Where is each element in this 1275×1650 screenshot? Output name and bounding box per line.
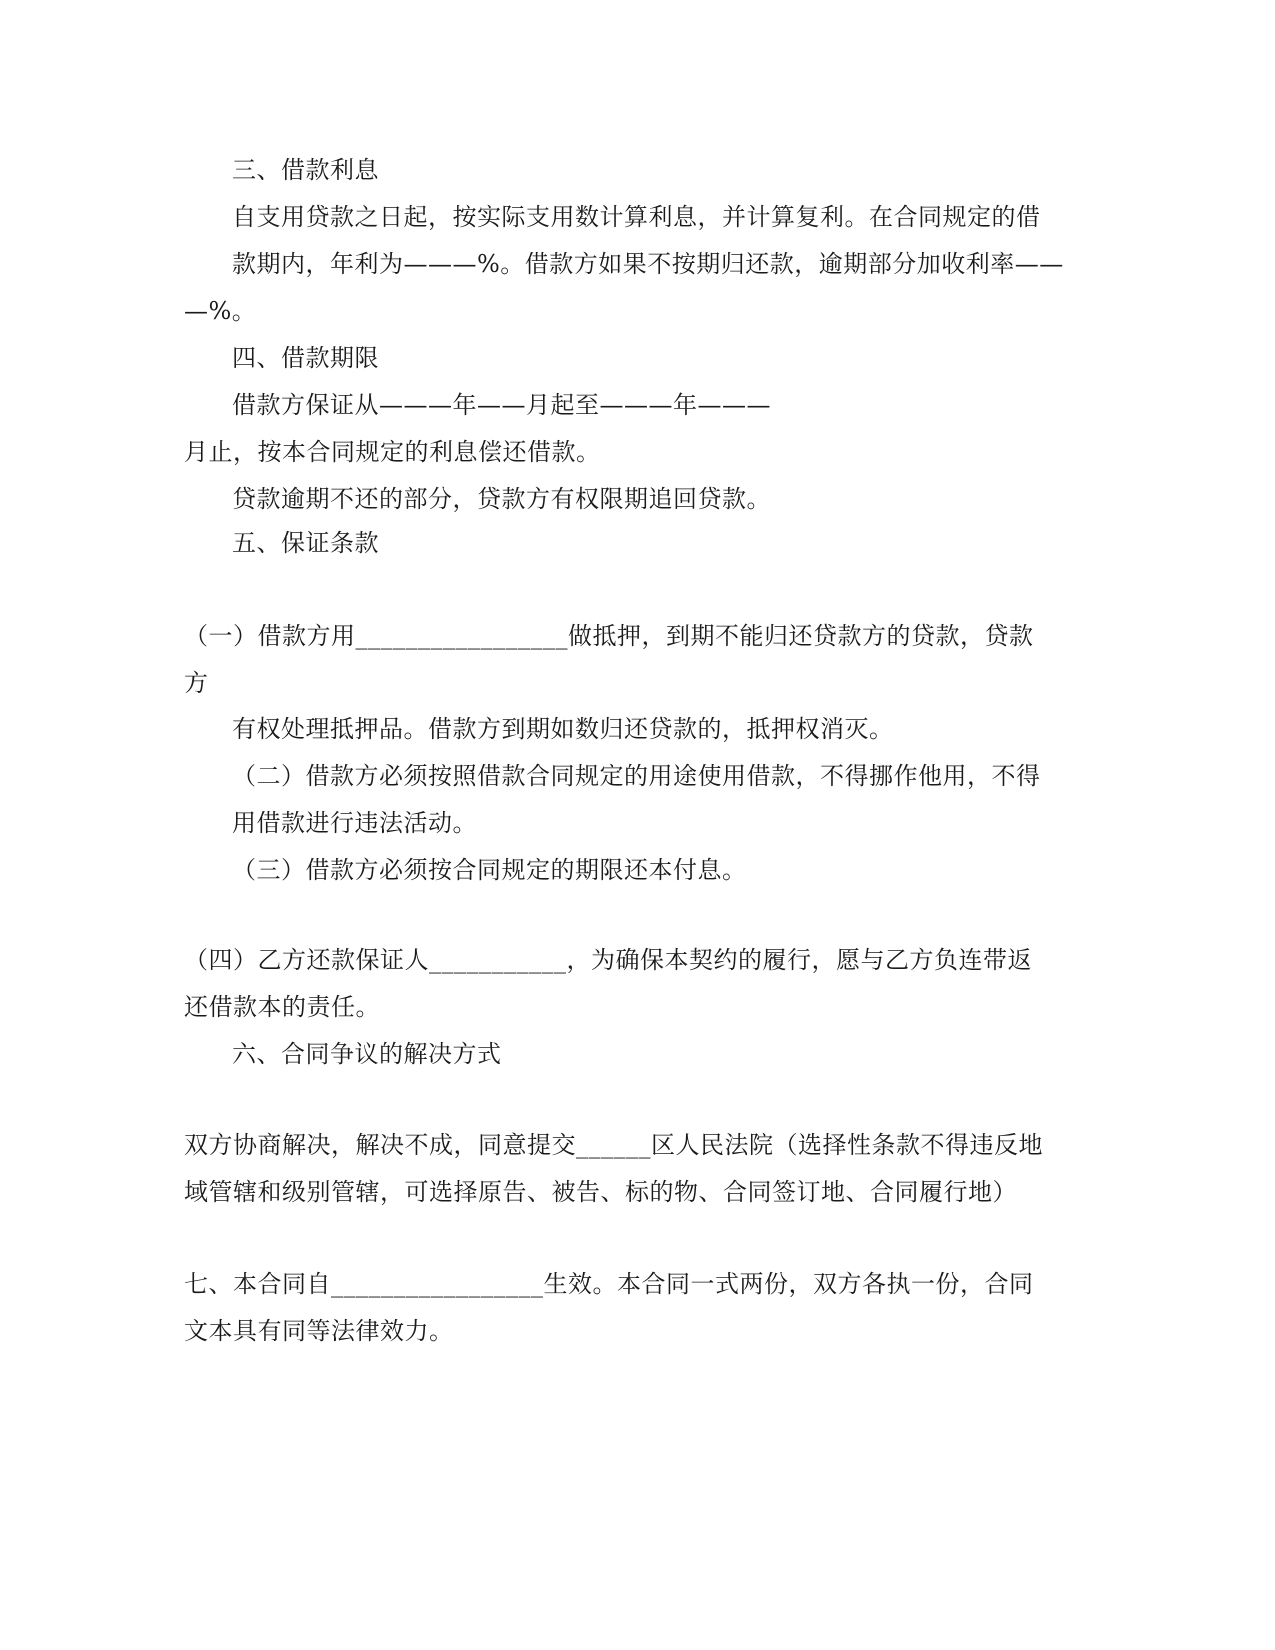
clause-1-line: 方 — [184, 669, 209, 697]
section-6-heading: 六、合同争议的解决方式 — [232, 1040, 502, 1068]
paragraph-line: 贷款逾期不还的部分，贷款方有权限期追回贷款。 — [232, 485, 771, 513]
paragraph-line: 域管辖和级别管辖，可选择原告、被告、标的物、合同签订地、合同履行地） — [184, 1178, 1017, 1206]
paragraph-line: —%。 — [184, 297, 257, 325]
section-7-line: 七、本合同自_________________生效。本合同一式两份，双方各执一份，合同 — [184, 1270, 1034, 1298]
section-7-line: 文本具有同等法律效力。 — [184, 1317, 454, 1345]
clause-4-line: 还借款本的责任。 — [184, 993, 380, 1021]
clause-4-line: （四）乙方还款保证人___________，为确保本契约的履行，愿与乙方负连带返 — [184, 946, 1032, 974]
paragraph-line: 借款方保证从———年——月起至———年——— — [232, 391, 771, 419]
section-3-heading: 三、借款利息 — [232, 156, 379, 184]
clause-2-line: 用借款进行违法活动。 — [232, 809, 477, 837]
paragraph-line: 自支用贷款之日起，按实际支用数计算利息，并计算复利。在合同规定的借 — [232, 203, 1041, 231]
paragraph-line: 月止，按本合同规定的利息偿还借款。 — [184, 438, 601, 466]
clause-1-line: 有权处理抵押品。借款方到期如数归还贷款的，抵押权消灭。 — [232, 715, 894, 743]
paragraph-line: 双方协商解决，解决不成，同意提交______区人民法院（选择性条款不得违反地 — [184, 1131, 1043, 1159]
clause-3-line: （三）借款方必须按合同规定的期限还本付息。 — [232, 856, 747, 884]
section-5-heading: 五、保证条款 — [232, 529, 379, 557]
clause-1-line: （一）借款方用_________________做抵押，到期不能归还贷款方的贷款，贷款 — [184, 622, 1034, 650]
paragraph-line: 款期内，年利为———%。借款方如果不按期归还款，逾期部分加收利率—— — [232, 250, 1064, 278]
section-4-heading: 四、借款期限 — [232, 344, 379, 372]
clause-2-line: （二）借款方必须按照借款合同规定的用途使用借款，不得挪作他用，不得 — [232, 762, 1041, 790]
